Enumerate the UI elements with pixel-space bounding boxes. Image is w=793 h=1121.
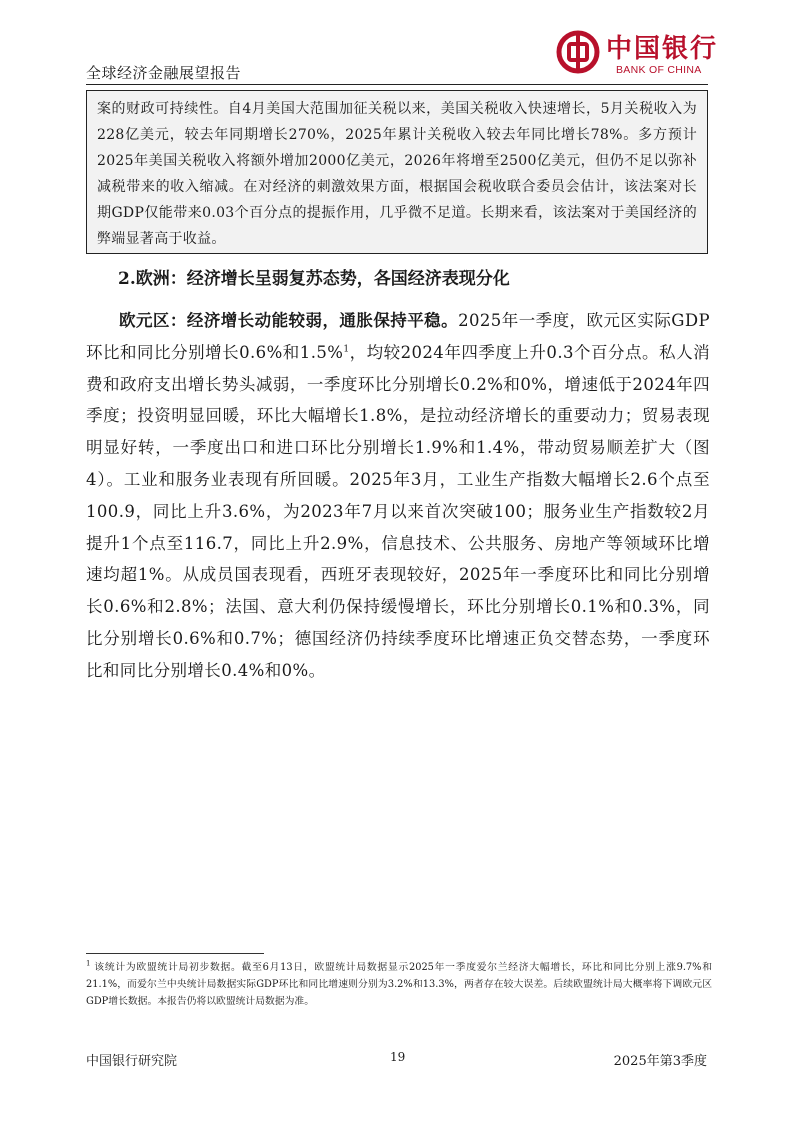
eurozone-paragraph [86, 305, 710, 687]
bank-of-china-emblem-icon [556, 30, 600, 74]
report-title: 全球经济金融展望报告 [86, 64, 242, 82]
footer-institution: 中国银行研究院 [86, 1054, 178, 1069]
paragraph-text-part-b: ，均较2024年四季度上升0.3个百分点。私人消费和政府支出增长势头减弱，一季度环比分别增长0.2%和0%，增速低于2024年四季度；投资明显回暖，环比大幅增长1.8%，是拉动经济增长的重要动力；贸易表现明显好转，一季度出口和进口环比分别增长1.9%和1.4%，带动贸易顺差扩大（图4）。工业和服务业表现有所回暖。2025年3月，工业生产指数大幅增长2.6个点至100.9，同比上升3.6%，为2023年7月以来首次突破100；服务业生产指数较2月提升1个点至116.7，同比上升2.9%，信息技术、公共服务、房地产等领域环比增速均超1%。从成员国表现看，西班牙表现较好，2025年一季度环比和同比分别增长0.6%和2.8%；法国、意大利仍保持缓慢增长，环比分别增长0.1%和0.3%，同比分别增长0.6%和0.7%；德国经济仍持续季度环比增速正负交替态势，一季度环比和同比分别增长0.4%和0%。 [86, 342, 710, 680]
footnote [86, 959, 712, 1010]
logo-chinese-name: 中国银行 [606, 34, 719, 64]
header-divider [86, 84, 708, 85]
footnote-divider [86, 953, 264, 954]
footnote-text: 该统计为欧盟统计局初步数据。截至6月13日，欧盟统计局数据显示2025年一季度爱尔兰经济大幅增长，环比和同比分别上涨9.7%和21.1%，而爱尔兰中央统计局数据实际GDP环比和同比增速则分别为3.2%和13.3%，两者存在较大误差。后续欧盟统计局大概率将下调欧元区GDP增长数据。本报告仍将以欧盟统计局数据为准。 [86, 962, 712, 1007]
bank-logo [556, 28, 719, 80]
section-heading: 2.欧洲：经济增长呈弱复苏态势，各国经济表现分化 [118, 269, 510, 289]
footnote-mark: 1 [86, 959, 91, 968]
footnote-reference: 1 [343, 344, 350, 355]
paragraph-text-part-a: 2025年一季度，欧元区实际GDP环比和同比分别增长0.6%和1.5% [86, 311, 710, 362]
footer-period: 2025年第3季度 [613, 1054, 707, 1069]
logo-english-name: BANK OF CHINA [616, 64, 702, 76]
boxed-paragraph: 案的财政可持续性。自4月美国大范围加征关税以来，美国关税收入快速增长，5月关税收入为228亿美元，较去年同期增长270%，2025年累计关税收入较去年同比增长78%。多方预计2025年美国关税收入将额外增加2000亿美元，2026年将增至2500亿美元，但仍不足以弥补减税带来的收入缩减。在对经济的刺激效果方面，根据国会税收联合委员会估计，该法案对长期GDP仅能带来0.03个百分点的提振作用，几乎微不足道。长期来看，该法案对于美国经济的弊端显著高于收益。 [97, 101, 697, 247]
boxed-commentary [86, 90, 708, 254]
page-number: 19 [390, 1050, 406, 1064]
paragraph-lead: 欧元区：经济增长动能较弱，通胀保持平稳。 [119, 311, 459, 330]
body-text [86, 305, 710, 687]
